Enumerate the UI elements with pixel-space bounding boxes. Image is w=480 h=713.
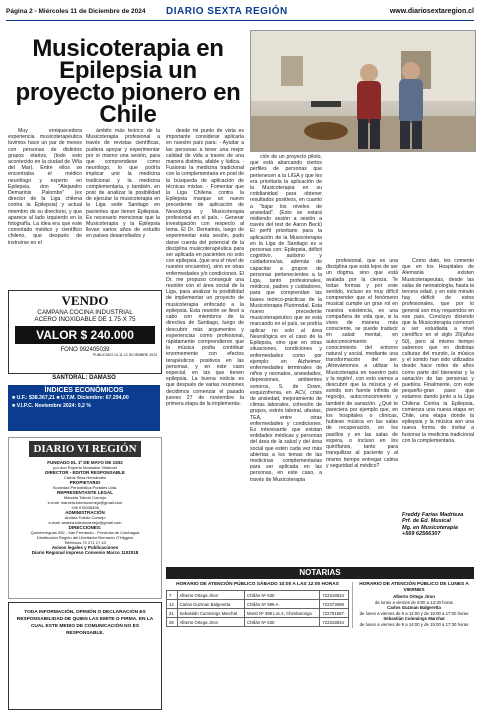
author-title-2: Mg. en Musicoterapia <box>402 524 458 531</box>
notary-name-1: Alberto Ortega Jiron <box>393 594 435 599</box>
table-row <box>167 591 349 600</box>
address-1: Quechereguas 952 - San Fernando - Provincia de Colchagua <box>30 530 140 535</box>
masthead <box>8 437 162 599</box>
address-label: DIRECCIONES: <box>68 525 102 530</box>
cell-day: 7 <box>167 591 178 600</box>
author-name: Freddy Farías Madrieza <box>402 512 464 518</box>
santoral: SANTORAL: DAMASO <box>52 375 116 381</box>
author-phone: +569 62566307 <box>402 531 441 538</box>
rep-name: Marcela Toledo Cornejo <box>63 495 107 500</box>
classified-ad <box>8 290 162 374</box>
ad-line-2: ACERO INOXIDABLE DE 1.75 X 75 <box>34 316 136 323</box>
notarias-weekdays-heading: HORARIO DE ATENCIÓN PÚBLICO DE LUNES A VIERNES <box>359 582 469 593</box>
article-headline: Musicoterapia en Epilepsia un proyecto pionero en Chile <box>15 35 241 128</box>
address-2: Distribución Región del Libertador Bernardo O'Higgins <box>36 535 134 540</box>
article-photo <box>250 30 476 152</box>
author-signature <box>402 512 474 538</box>
rep-email[interactable]: e-mail: marcela.toledocornejo@gmail.com <box>47 500 123 505</box>
address-3: Teléfonos 72 271 17 43 <box>64 540 106 545</box>
cell-address: Chillán Nº 595-A <box>245 600 320 609</box>
article-column-1: Muy enriquecedora experiencia musicoterapéutica tuvimos hace un par de meses con personas de distintos grupos etarios, (todo esto acontecido en la ciudad de Viña del Mar). Entre ellos se encontraba el médico neurólogo y experto en Epilepsia, don "Alejandro Demarinis Palombo" (ex director de la Liga chilena contra la Epilepsia) y actual miembro de su directorio, y que aparece al lado izquierdo en la fotografía. La idea era que este connotado médico y científico chileno, que después de instruirse en el <box>8 128 82 246</box>
disclaimer-box <box>8 602 162 710</box>
cell-day: 21 <box>167 609 178 618</box>
cell-phone: 722318634 <box>320 618 349 627</box>
ad-title: VENDO <box>61 293 109 308</box>
economic-indices <box>8 385 160 431</box>
owner-name: Sociedad Periodística Portales Ltda. <box>52 485 118 490</box>
director-label: DIRECTOR - EDITOR RESPONSABLE <box>45 470 125 475</box>
indices-title: ÍNDICES ECONÓMICOS <box>44 387 124 394</box>
cell-address: Montt Nº 399 Loc.4, Chimbarongo <box>245 609 320 618</box>
photo-illustration <box>251 31 475 151</box>
owner-label: PROPIETARIO <box>69 480 101 485</box>
table-row <box>167 600 349 609</box>
article-column-3: desde mi punto de vista es importante considerar aplicarla en nuestro país para: - Ayudar a las personas a tener una mejor calidad de vida a través de una manera distinta, afable y lúdica. - Fusionar la medicina tradicional con la complementaria en post de la búsqueda de aplicación de técnicas mixtas. - Fomentar que la Liga Chilena contra la Epilepsia marque un nuevo precedente de aplicación de Neurología y Musicoterapia profesional en el país. - Generar investigación con respecto al tema. El Dr. Demarinis, luego de experimentar esta sesión, pudo darse cuenta del potencial de la disciplina musicoterapéutica para ser aplicada en pacientes no solo con epilepsia, (que era el nivel de nuestro encuentro), sino en otras enfermedades y/o condiciones. El Dr. me propuso conseguir una reunión con el área social de la Liga, para analizar la posibilidad de implementar un proyecto de musicoterapia enfocado a la epilepsia. Esta reunión se llevó a cabo con miembros de la directiva de Santiago, luego de descubrir más argumentos y experiencias como profesional, rápidamente comprendieron que la música podía contribuir enormemente con efectos terapéuticos positivos en las personas, y en este caso especial, en las que tienen epilepsia. La buena noticia es que después de varias reuniones decidimos comenzar el pasado jueves 27 de noviembre la primera etapa de la implementa- <box>166 128 244 407</box>
ad-phone: FONO 992405039 <box>60 347 110 353</box>
notary-hours-2: de lunes a viernes de 9 a 14:00 y de 15:00 a 17:00 horas <box>359 610 469 616</box>
notary-name-2: Carlos Guzman Balgeretta <box>387 605 441 611</box>
notary-name-3: Sebastián Cummings Marchat <box>383 616 445 622</box>
website-link[interactable]: www.diariosextaregion.cl <box>389 8 474 15</box>
article-column-6: Como dato, les comento que en los Hospitales de Alemania existen Musicoterapeutas, desde las salas de neonatología, hasta la tercera edad, y en este minuto hay déficit de estos profesionales, que por lo general son muy requeridos en ese país. Concluyo diciendo que la Musicoterapia comenzó a ser estudiada a nivel científico en el siglo 20(años 50), pero al mismo tiempo sabemos que en distintas culturas del mundo, la música y el sonido han sido utilizados desde hace miles de años como parte del bienestar y la sanación de las personas y pueblos. Finalmente, con este pequeño-gran paso que estamos dando junto a la Liga Chilena Contra la Epilepsia, comienza una nueva etapa en Chile, una etapa donde la epilepsia y la música son una nueva forma de invitar a fusionar la medicina tradicional con la complementaria. <box>402 258 474 444</box>
admin-email[interactable]: e-mail: andrea.toledocornejo@gmail.com <box>48 520 122 525</box>
table-row <box>167 609 349 618</box>
article-column-2: ámbito más teórico de la Musicoterapia profesional a través de revistas científicas, pudiera apoyar y experimentar por sí mismo una sesión, para que comprendiese como neurólogo, lo que podría implicar unir la medicina tradicional y la medicina complementaria, y también, en post de analizar la posibilidad de ejecutar la musicoterapia en la Liga sede Santiago en pacientes que tienen Epilepsia. Es necesario mencionar que la Musicoterapia y la Epilepsia llevan varios años de estudio en países desarrollados y <box>86 128 160 240</box>
notarias-table <box>166 590 349 627</box>
cell-day: 14 <box>167 600 178 609</box>
article-column-5: profesional, que es una disciplina que está lejos de ser un dogma, sino que está avalada por la ciencia. Te todas formas y por este sentido, incluso es muy difícil comprender que el fenómeno musical cumple un gran rol en nuestra existencia, es una compañera de vida que, si la vives de manera más consciente, se puede traducir en salud mental, en autoconocimiento y conocimiento del entorno natural y social, mediante una transformación del ser. ¡Atrevámonos a utilizar la Musicoterapia en nuestro país y la región!, con esto vamos a descubrir que la música y el sonido son fuente infinita de regocijo, autoconocimiento y también de sanación. ¿Qué te pareciera por ejemplo que, en los hospitales o clínicas, hubiese música en las salas de recuperación, en los pasillos y en las salas de espera, o incluso en los quirófanos, tanto para tranquilizar al paciente y al mismo tiempo entregar calma y seguridad al médico? <box>326 258 398 469</box>
cell-phone: 722373099 <box>320 600 349 609</box>
cell-notary: Alberto Ortega Jiron <box>177 591 244 600</box>
brand-name: DIARIO SEXTA REGIÓN <box>166 6 288 17</box>
printer-info: Diario Regional impreso Convenio Marco 1102018 <box>31 550 139 555</box>
masthead-logo: DIARIO VI REGIÓN <box>29 441 141 457</box>
author-title-1: Prf. de Ed. Musical <box>402 518 451 525</box>
notarias-saturday <box>166 582 349 627</box>
rep-label: REPRESENTANTE LEGAL <box>57 490 113 495</box>
cell-phone: 722791557 <box>320 609 349 618</box>
cell-address: Chillán Nº 630 <box>245 618 320 627</box>
rep-phone: +56 976035496 <box>71 505 99 510</box>
indices-row-2: ■ V.I.P.C. Noviembre 2024: 0,2 % <box>12 403 91 409</box>
notarias-saturday-heading: HORARIO DE ATENCIÓN PÚBLICO SÁBADO 10:00 A LAS 12:00 HORAS <box>176 582 339 587</box>
page-date: Página 2 - Miércoles 11 de Diciembre de 2024 <box>6 8 146 15</box>
cell-address: Chillán Nº 630 <box>245 591 320 600</box>
founded: FUNDADO EL 1º DE MAYO DE 1932 <box>47 460 123 465</box>
article-column-4: ción de un proyecto piloto, que está abarcando ciertos perfiles de personas que pertenecen a la LIGA y que les era prioritaria la aplicación de la Musicoterapia en su cotidianidad para obtener resultados positivos, en cuanto a "bajar los niveles de ansiedad". (Esto se estará midiendo sesión a sesión a través del test de Aaron Beck) El perfil prioritario para la aplicación de la Musicoterapia en la Liga de Santiago es a personas con: Epilepsia, déficit cognitivo, autismo y cuidadores/as, además de capacitar a grupos de personas pertenecientes a la Liga, tanto profesionales, médicos, padres y cuidadores, para que comprendan las bases teórico-prácticas de la Musicoterapia Plurimodal. Esta nuevo precedente musicoterapéutico que se está marcando en el país, se podría aplicar no solo al área Neurológica en el caso de la Epilepsia, sino que en otras situaciones, condiciones y enfermedades como por ejemplo: en Alzheimer, enfermedades terminales de niños y neonatos, ansiedades, depresiones, ambientes sonoros, S. de Down, esquizofrenia, en ACV, crisis de ansiedad, mejoramiento de climas laborales, cohesión de grupos, estrés laboral, afasias, TEA, entre otras enfermedades y condiciones. Es interesante que existan entidades médicas y personas del área de la salud y del área social que estén cada vez más abiertas a los temas de las medicinas complementarias para ser aplicada en las personas, en este caso, a través de Musicoterapia <box>250 154 322 483</box>
cell-notary: Alberto Ortega Jiron <box>177 618 244 627</box>
director-name: Carlos Silva Hernández <box>63 475 107 480</box>
disclaimer-text: TODA INFORMACIÓN, OPINIÓN O DECLARACIÓN ES RESPONSABILIDAD DE QUIEN LAS EMITE O FIRMA. EN LA CUAL ESTE MEDIO DE COMUNICACIÓN NO ES RESPONSABLE. <box>16 610 154 636</box>
ad-price: VALOR $ 240.000 <box>15 326 155 344</box>
cell-notary: Carlos Guzman Balgeretta <box>177 600 244 609</box>
cell-notary: Sebastián Cummings Marchat <box>177 609 244 618</box>
table-row <box>167 618 349 627</box>
indices-row-1: ■ U.F.: $38.367,21 ■ U.T.M. Diciembre: 67.294,00 <box>12 395 129 401</box>
cell-day: 28 <box>167 618 178 627</box>
page-header <box>6 6 474 21</box>
notarias-weekdays <box>352 582 475 628</box>
notary-hours-1: de lunes a viernes de 9:00 a 13:30 horas <box>375 599 453 605</box>
notarias-title: NOTARIAS <box>166 567 474 579</box>
founder: por don Ruperto Monsalve Villarroel <box>53 465 117 470</box>
ad-line-1: CAMPANA COCINA INDUSTRIAL <box>37 309 133 316</box>
cell-phone: 722318634 <box>320 591 349 600</box>
admin-label: ADMINISTRACIÓN <box>65 510 105 515</box>
admin-name: Andrea Toledo Cornejo <box>64 515 106 520</box>
ad-published-date: PUBLICADO 10-11-12 DICIEMBRE 2024 <box>92 353 157 357</box>
notary-hours-3: de lunes a viernes de 9 a 14:00 y de 15:00 a 17:30 horas <box>359 621 469 627</box>
legal-notice: Avisos legales y Publicaciones <box>51 545 119 550</box>
